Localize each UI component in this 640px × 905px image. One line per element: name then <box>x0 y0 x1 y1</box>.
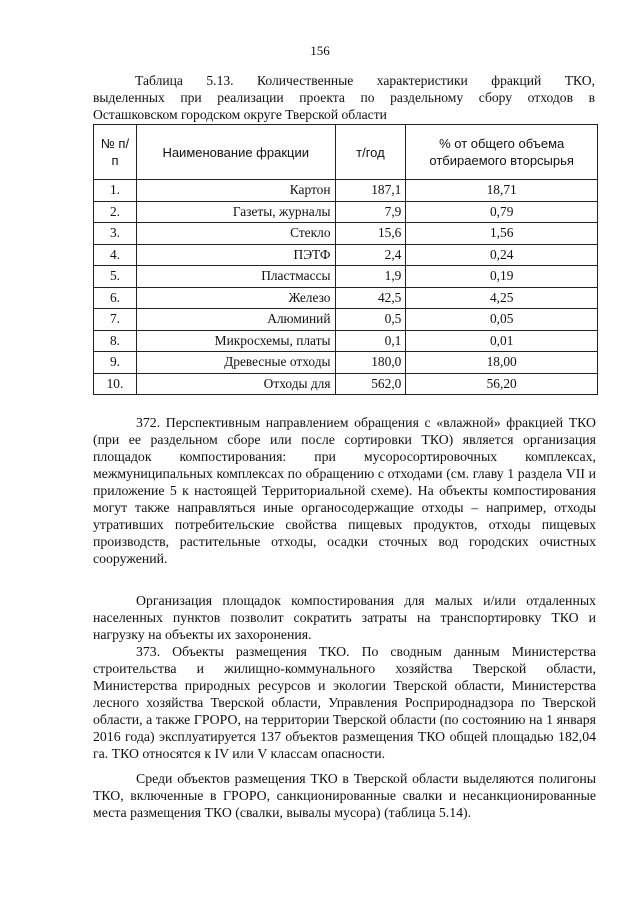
row-name: Железо <box>136 287 335 309</box>
row-tons: 187,1 <box>335 180 406 202</box>
row-tons: 0,5 <box>335 309 406 331</box>
header-num: № п/п <box>94 125 137 180</box>
row-tons: 0,1 <box>335 330 406 352</box>
row-tons: 1,9 <box>335 266 406 288</box>
row-pct: 0,24 <box>406 244 598 266</box>
row-name: Пластмассы <box>136 266 335 288</box>
row-pct: 1,56 <box>406 223 598 245</box>
row-tons: 180,0 <box>335 352 406 374</box>
table-row <box>94 330 598 352</box>
caption-line-2: выделенных при реализации проекта по раздельному сбору отходов в <box>93 90 595 105</box>
caption-line-1: Таблица 5.13. Количественные характеристики фракций ТКО, <box>135 73 595 88</box>
row-name: ПЭТФ <box>136 244 335 266</box>
row-num: 7. <box>94 309 137 331</box>
table-row <box>94 201 598 223</box>
row-pct: 0,19 <box>406 266 598 288</box>
row-pct: 0,05 <box>406 309 598 331</box>
paragraph-composting-organization: Организация площадок компостирования для малых и/или отдаленных населенных пунктов позволит сократить затраты на транспортировку ТКО и нагрузку на объекты их захоронения. <box>93 593 596 642</box>
row-name: Стекло <box>136 223 335 245</box>
row-tons: 7,9 <box>335 201 406 223</box>
row-pct: 4,25 <box>406 287 598 309</box>
header-tons: т/год <box>335 125 406 180</box>
row-name: Микросхемы, платы <box>136 330 335 352</box>
row-num: 3. <box>94 223 137 245</box>
paragraph-372: 372. Перспективным направлением обращения с «влажной» фракцией ТКО (при ее раздельном сборе или после сортировки ТКО) является организация площадок компостирования: при мусоросортировочных комплексах, межмуниципальных комплексах по обращению с отходами (см. главу 1 раздела VII и приложение 5 к настоящей Территориальной схеме). На объекты компостирования могут также направляться иные органосодержащие отходы – например, отходы утративших потребительские свойства пищевых продуктов, отходы пищевых производств, растительные отходы, осадки сточных вод городских очистных сооружений. <box>93 415 596 566</box>
row-tons: 562,0 <box>335 373 406 395</box>
paragraph-373: 373. Объекты размещения ТКО. По сводным данным Министерства строительства и жилищно-коммунального хозяйства Тверской области, Министерства природных ресурсов и экологии Тверской области, Министерства лесного хозяйства Тверской области, Управления Росприроднадзора по Тверской области, а также ГРОРО, на территории Тверской области (по состоянию на 1 января 2016 года) эксплуатируется 137 объектов размещения ТКО общей площадью 182,04 га. ТКО относятся к IV или V классам опасности. <box>93 644 596 761</box>
table-header-row <box>94 125 598 180</box>
table-row <box>94 309 598 331</box>
row-name: Отходы для <box>136 373 335 395</box>
row-tons: 42,5 <box>335 287 406 309</box>
table-caption <box>93 72 595 123</box>
row-num: 8. <box>94 330 137 352</box>
row-name: Газеты, журналы <box>136 201 335 223</box>
table-row <box>94 373 598 395</box>
table-row <box>94 223 598 245</box>
table-row <box>94 244 598 266</box>
paragraph-waste-sites: Среди объектов размещения ТКО в Тверской области выделяются полигоны ТКО, включенные в ГРОРО, санкционированные свалки и несанкционированные места размещения ТКО (свалки, вывалы мусора) (таблица 5.14). <box>93 771 596 820</box>
row-num: 2. <box>94 201 137 223</box>
row-num: 5. <box>94 266 137 288</box>
row-num: 4. <box>94 244 137 266</box>
row-num: 9. <box>94 352 137 374</box>
row-pct: 0,79 <box>406 201 598 223</box>
header-name: Наименование фракции <box>136 125 335 180</box>
table-row <box>94 266 598 288</box>
fractions-table <box>93 124 598 395</box>
row-pct: 18,00 <box>406 352 598 374</box>
row-num: 10. <box>94 373 137 395</box>
page-number: 156 <box>310 43 330 58</box>
header-pct: % от общего объема отбираемого вторсырья <box>406 125 598 180</box>
row-num: 6. <box>94 287 137 309</box>
row-pct: 18,71 <box>406 180 598 202</box>
row-name: Древесные отходы <box>136 352 335 374</box>
row-pct: 0,01 <box>406 330 598 352</box>
row-name: Алюминий <box>136 309 335 331</box>
row-num: 1. <box>94 180 137 202</box>
row-tons: 15,6 <box>335 223 406 245</box>
row-pct: 56,20 <box>406 373 598 395</box>
table-row <box>94 352 598 374</box>
row-tons: 2,4 <box>335 244 406 266</box>
caption-line-3: Осташковском городском округе Тверской области <box>93 107 387 122</box>
table-row <box>94 180 598 202</box>
table-row <box>94 287 598 309</box>
row-name: Картон <box>136 180 335 202</box>
